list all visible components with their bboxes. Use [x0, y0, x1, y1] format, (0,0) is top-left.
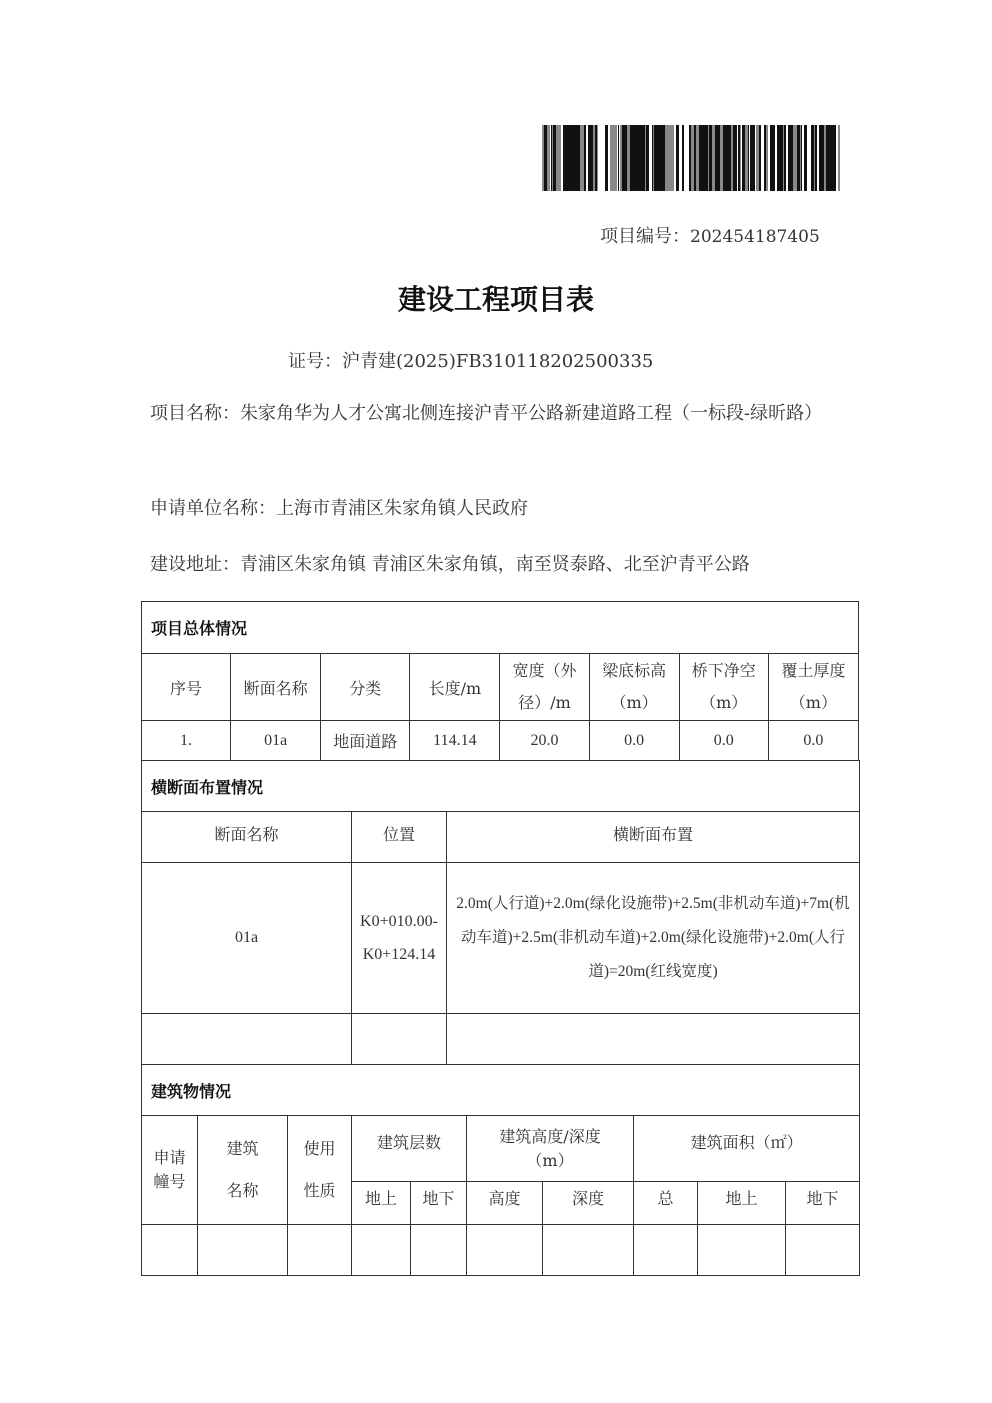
cell: 地面道路 — [321, 721, 410, 761]
cell — [352, 1014, 447, 1065]
cell — [467, 1225, 543, 1276]
subheader-cell: 地上 — [698, 1182, 786, 1225]
table-row — [142, 863, 860, 1014]
cell — [543, 1225, 634, 1276]
buildings-table — [141, 1064, 860, 1276]
cross-section-header-row — [142, 812, 860, 863]
cell: 114.14 — [410, 721, 500, 761]
header-cell: 覆土厚度（m） — [768, 654, 858, 721]
cell: 0.0 — [589, 721, 679, 761]
cell: K0+010.00-K0+124.14 — [352, 863, 447, 1014]
header-cell: 宽度（外径）/m — [500, 654, 589, 721]
cell — [288, 1225, 352, 1276]
table-row — [142, 1014, 860, 1065]
header-cell: 建筑名称 — [198, 1116, 288, 1225]
cell — [352, 1225, 411, 1276]
barcode-bar — [838, 125, 840, 191]
header-cell: 申请幢号 — [142, 1116, 198, 1225]
buildings-header-row — [142, 1116, 860, 1182]
page-title: 建设工程项目表 — [397, 283, 594, 316]
header-cell: 断面名称 — [142, 812, 352, 863]
cell: 01a — [142, 863, 352, 1014]
header-cell: 位置 — [352, 812, 447, 863]
header-cell: 桥下净空（m） — [679, 654, 768, 721]
header-cell: 建筑面积（㎡） — [634, 1116, 860, 1182]
header-cell: 断面名称 — [231, 654, 321, 721]
section-title-buildings: 建筑物情况 — [142, 1065, 860, 1116]
overall-table — [141, 601, 859, 761]
header-cell: 梁底标高（m） — [589, 654, 679, 721]
cell — [698, 1225, 786, 1276]
project-number-label: 项目编号： — [600, 226, 690, 247]
header-cell: 使用性质 — [288, 1116, 352, 1225]
cert-label: 证号： — [288, 351, 342, 372]
cell — [447, 1014, 860, 1065]
header-cell: 分类 — [321, 654, 410, 721]
subheader-cell: 总 — [634, 1182, 698, 1225]
applicant-label: 申请单位名称： — [150, 498, 276, 519]
address-label: 建设地址： — [150, 554, 240, 575]
address — [150, 546, 850, 584]
overall-header-row — [142, 654, 859, 721]
table-row — [142, 1225, 860, 1276]
barcode-icon — [542, 125, 842, 191]
table-row — [142, 721, 859, 761]
applicant — [150, 490, 850, 528]
cell — [411, 1225, 467, 1276]
section-title-overall: 项目总体情况 — [142, 602, 859, 654]
subheader-cell: 地下 — [786, 1182, 860, 1225]
header-cell: 横断面布置 — [447, 812, 860, 863]
cert-value: 沪青建(2025)FB310118202500335 — [342, 351, 654, 372]
subheader-cell: 高度 — [467, 1182, 543, 1225]
section-title-cross-section: 横断面布置情况 — [142, 761, 860, 812]
header-cell: 序号 — [142, 654, 231, 721]
subheader-cell: 地下 — [411, 1182, 467, 1225]
header-cell: 建筑层数 — [352, 1116, 467, 1182]
address-value: 青浦区朱家角镇 青浦区朱家角镇，南至贤泰路、北至沪青平公路 — [240, 554, 750, 575]
cell: 0.0 — [679, 721, 768, 761]
cell — [142, 1014, 352, 1065]
cell: 01a — [231, 721, 321, 761]
project-name — [150, 395, 850, 433]
header-cell: 建筑高度/深度（m） — [467, 1116, 634, 1182]
project-number-value: 202454187405 — [690, 227, 820, 247]
cell — [198, 1225, 288, 1276]
applicant-value: 上海市青浦区朱家角镇人民政府 — [276, 498, 528, 519]
certificate-number — [288, 347, 653, 373]
project-name-label: 项目名称： — [150, 403, 240, 424]
project-number — [600, 222, 820, 248]
header-cell: 长度/m — [410, 654, 500, 721]
cell: 1. — [142, 721, 231, 761]
cell — [786, 1225, 860, 1276]
cell: 20.0 — [500, 721, 589, 761]
subheader-cell: 地上 — [352, 1182, 411, 1225]
cell — [142, 1225, 198, 1276]
project-name-value: 朱家角华为人才公寓北侧连接沪青平公路新建道路工程（一标段-绿昕路） — [240, 403, 823, 424]
cell: 0.0 — [768, 721, 858, 761]
cell: 2.0m(人行道)+2.0m(绿化设施带)+2.5m(非机动车道)+7m(机动车道)+2.5m(非机动车道)+2.0m(绿化设施带)+2.0m(人行道)=20m(红线宽度) — [447, 863, 860, 1014]
cross-section-table — [141, 760, 860, 1065]
subheader-cell: 深度 — [543, 1182, 634, 1225]
cell — [634, 1225, 698, 1276]
